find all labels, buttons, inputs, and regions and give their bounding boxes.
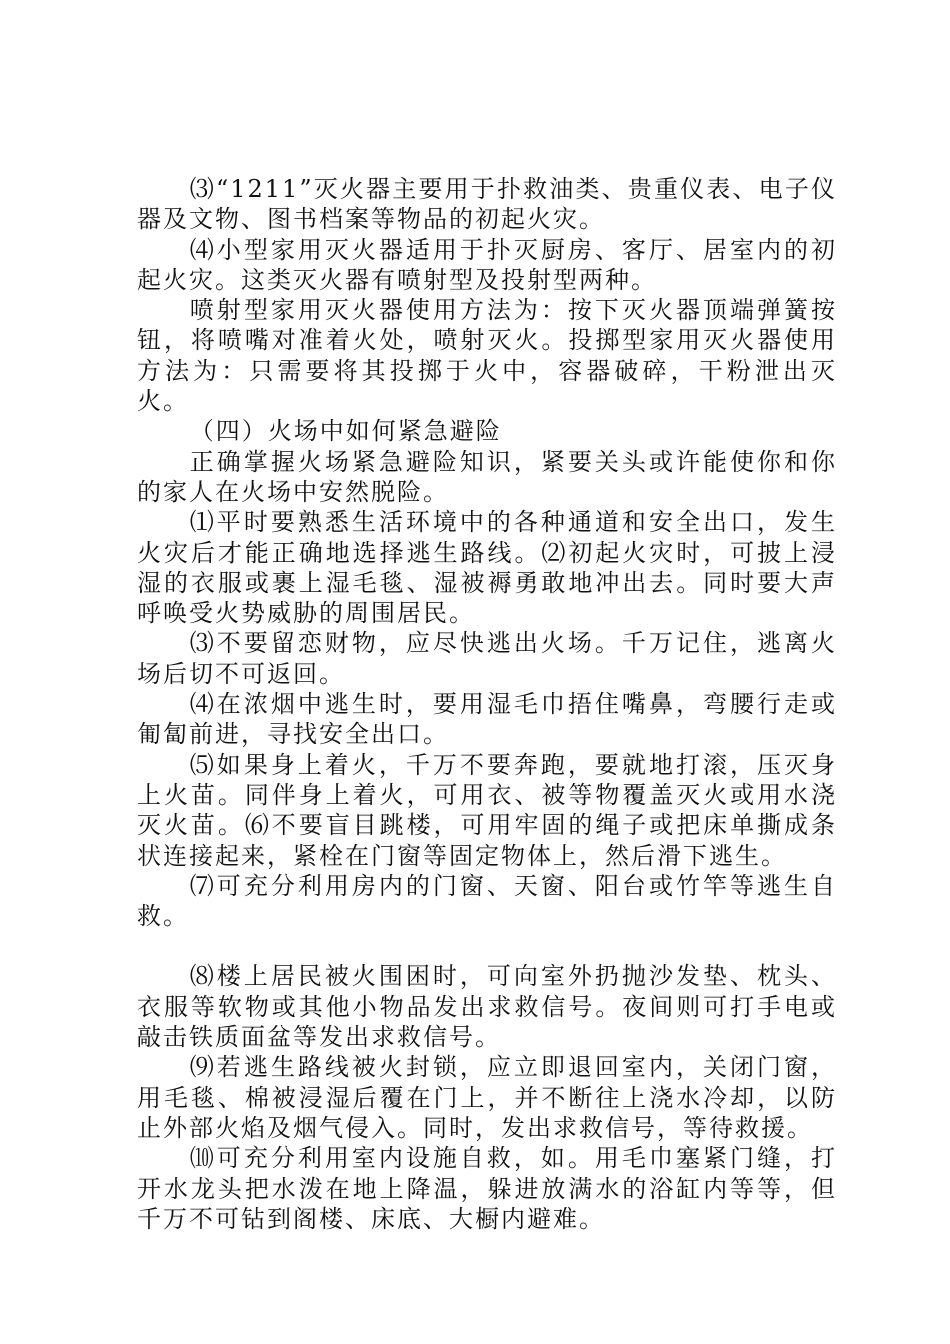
paragraph-item-1-2: ⑴平时要熟悉生活环境中的各种通道和安全出口，发生火灾后才能正确地选择逃生路线。⑵初起火灾时，可披上浸湿的衣服或裹上湿毛毯、湿被褥勇敢地冲出去。同时要大声呼唤受火势威胁的周围居民。 [137, 508, 837, 628]
paragraph-item-4: ⑷在浓烟中逃生时，要用湿毛巾捂住嘴鼻，弯腰行走或匍匐前进，寻找安全出口。 [137, 690, 837, 749]
paragraph-item-5-6: ⑸如果身上着火，千万不要奔跑，要就地打滚，压灭身上火苗。同伴身上着火，可用衣、被等物覆盖灭火或用水浇灭火苗。⑹不要盲目跳楼，可用牢固的绳子或把床单撕成条状连接起来，紧栓在门窗等固定物体上，然后滑下逃生。 [137, 750, 837, 870]
paragraph-1211-extinguisher: ⑶“1211”灭火器主要用于扑救油类、贵重仪表、电子仪器及文物、图书档案等物品的初起火灾。 [137, 175, 837, 234]
paragraph-escape-intro: 正确掌握火场紧急避险知识，紧要关头或许能使你和你的家人在火场中安然脱险。 [137, 447, 837, 506]
paragraph-usage-method: 喷射型家用灭火器使用方法为：按下灭火器顶端弹簧按钮，将喷嘴对准着火处，喷射灭火。投掷型家用灭火器使用方法为：只需要将其投掷于火中，容器破碎，干粉泄出灭火。 [137, 296, 837, 416]
paragraph-item-8: ⑻楼上居民被火围困时，可向室外扔抛沙发垫、枕头、衣服等软物或其他小物品发出求救信号。夜间则可打手电或敲击铁质面盆等发出求救信号。 [137, 962, 837, 1052]
document-body [137, 174, 837, 1234]
paragraph-item-10: ⑽可充分利用室内设施自救，如。用毛巾塞紧门缝，打开水龙头把水泼在地上降温，躲进放满水的浴缸内等等，但千万不可钻到阁楼、床底、大橱内避难。 [137, 1144, 837, 1233]
paragraph-item-9: ⑼若逃生路线被火封锁，应立即退回室内，关闭门窗，用毛毯、棉被浸湿后覆在门上，并不断往上浇水冷却，以防止外部火焰及烟气侵入。同时，发出求救信号，等待救援。 [137, 1053, 837, 1142]
paragraph-household-extinguisher: ⑷小型家用灭火器适用于扑灭厨房、客厅、居室内的初起火灾。这类灭火器有喷射型及投射型两种。 [137, 235, 837, 294]
paragraph-item-3: ⑶不要留恋财物，应尽快逃出火场。千万记住，逃离火场后切不可返回。 [137, 629, 837, 688]
section-heading-emergency-escape: （四）火场中如何紧急避险 [189, 417, 502, 446]
paragraph-item-7: ⑺可充分利用房内的门窗、天窗、阳台或竹竿等逃生自救。 [137, 871, 837, 931]
